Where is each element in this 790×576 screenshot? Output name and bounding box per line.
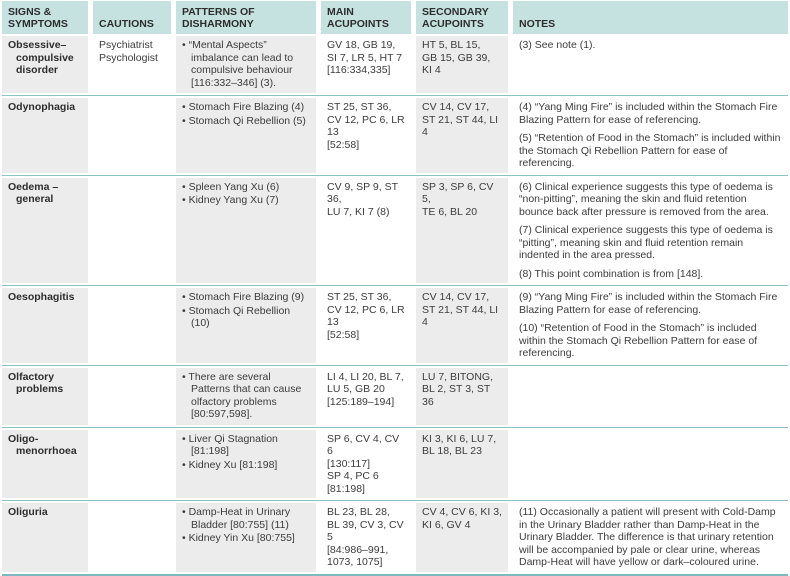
pattern-item: • “Mental Aspects” imbalance can lead to compulsive behaviour [116:332–346] (3). bbox=[182, 39, 294, 89]
main-acupoints-cell bbox=[321, 36, 411, 93]
note-paragraph: (10) “Retention of Food in the Stomach” is included within the Stomach Qi Rebellion Pattern for ease of referencing. bbox=[519, 322, 758, 359]
main-acupoints-line: BL 39, CV 3, CV 5 bbox=[327, 518, 404, 543]
secondary-acupoints-line: SP 3, SP 6, CV 5, bbox=[422, 180, 494, 205]
cautions-cell bbox=[93, 98, 171, 173]
patterns-cell bbox=[176, 288, 316, 363]
column-header bbox=[176, 1, 316, 34]
main-acupoints-line: LI 4, LI 20, BL 7, bbox=[327, 370, 404, 383]
column-header bbox=[321, 1, 411, 34]
pattern-item: • Kidney Yin Xu [80:755] bbox=[182, 532, 295, 544]
pattern-item: • Spleen Yang Xu (6) bbox=[182, 180, 280, 193]
cautions-cell bbox=[93, 430, 171, 499]
note-paragraph: (5) “Retention of Food in the Stomach” is included within the Stomach Qi Rebellion Pattern for ease of referencing. bbox=[519, 132, 781, 169]
caution-line: Psychologist bbox=[99, 51, 158, 64]
notes-cell bbox=[513, 178, 788, 284]
column-header-label: DISHARMONY bbox=[182, 18, 254, 30]
cautions-cell bbox=[93, 503, 171, 572]
notes-cell bbox=[513, 503, 788, 572]
main-acupoints-line: [52:58] bbox=[327, 138, 360, 151]
column-header-label: SECONDARY bbox=[422, 6, 489, 18]
main-acupoints-line: [81:198] bbox=[327, 482, 365, 495]
notes-cell bbox=[513, 430, 788, 499]
main-acupoints-line: SP 4, PC 6 bbox=[327, 470, 379, 482]
secondary-acupoints-line: HT 5, BL 15, bbox=[422, 39, 481, 51]
column-header bbox=[416, 1, 508, 34]
main-acupoints-line: [52:58] bbox=[327, 328, 360, 341]
table-row bbox=[2, 34, 788, 95]
main-acupoints-cell bbox=[321, 98, 411, 173]
sign-cell: Oesophagitis bbox=[2, 288, 88, 363]
column-header-label: NOTES bbox=[519, 18, 556, 30]
main-acupoints-line: CV 9, SP 9, ST 36, bbox=[327, 180, 398, 205]
column-header-label: MAIN bbox=[327, 6, 354, 18]
reference-table bbox=[2, 1, 788, 576]
column-header-label: ACUPOINTS bbox=[422, 18, 484, 30]
main-acupoints-cell bbox=[321, 430, 411, 499]
secondary-acupoints-line: BL 18, BL 23 bbox=[422, 445, 482, 457]
main-acupoints-line: LU 7, KI 7 (8) bbox=[327, 205, 390, 218]
column-header bbox=[513, 1, 788, 34]
main-acupoints-line: CV 12, PC 6, LR 13 bbox=[327, 113, 405, 138]
note-paragraph: (11) Occasionally a patient will present with Cold-Damp in the Urinary Bladder rather than Damp-Heat in the Urinary Bladder. The difference is that urinary retention will be accompanied by pale or clear urine, whereas Damp-Heat will have yellow or dark–coloured urine. bbox=[519, 506, 776, 568]
cautions-cell bbox=[93, 368, 171, 425]
main-acupoints-line: [130:117] bbox=[327, 457, 371, 470]
pattern-item: • Kidney Yang Xu (7) bbox=[182, 194, 279, 206]
cautions-cell bbox=[93, 36, 171, 93]
note-paragraph: (3) See note (1). bbox=[519, 39, 596, 51]
secondary-acupoints-cell bbox=[416, 368, 508, 425]
note-paragraph: (9) “Yang Ming Fire” is included within the Stomach Fire Blazing Pattern for ease of referencing. bbox=[519, 291, 778, 316]
main-acupoints-line: [84:986–991, bbox=[327, 543, 389, 556]
pattern-item: • Stomach Fire Blazing (4) bbox=[182, 101, 305, 113]
table-row bbox=[2, 95, 788, 175]
notes-cell bbox=[513, 288, 788, 363]
sign-cell: Odynophagia bbox=[2, 98, 88, 173]
secondary-acupoints-cell bbox=[416, 36, 508, 93]
secondary-acupoints-line: BL 2, ST 3, ST 36 bbox=[422, 383, 491, 408]
main-acupoints-line: SI 7, LR 5, HT 7 bbox=[327, 51, 403, 64]
main-acupoints-line: 1073, 1075] bbox=[327, 556, 383, 568]
table-row bbox=[2, 285, 788, 365]
sign-cell: Oligo-menorrhoea bbox=[2, 430, 88, 499]
main-acupoints-cell bbox=[321, 503, 411, 572]
table-header bbox=[2, 1, 788, 34]
secondary-acupoints-line: CV 14, CV 17, bbox=[422, 101, 490, 113]
secondary-acupoints-cell bbox=[416, 288, 508, 363]
table-row bbox=[2, 365, 788, 427]
table-row bbox=[2, 427, 788, 501]
main-acupoints-line: CV 12, PC 6, LR 13 bbox=[327, 303, 405, 328]
column-header-label: PATTERNS OF bbox=[182, 6, 255, 18]
main-acupoints-line: [125:189–194] bbox=[327, 395, 395, 408]
sign-cell: Oedema – general bbox=[2, 178, 88, 284]
notes-cell bbox=[513, 36, 788, 93]
column-header-label: SIGNS & bbox=[8, 6, 52, 18]
main-acupoints-line: [116:334,335] bbox=[327, 64, 391, 76]
note-paragraph: (7) Clinical experience suggests this type of oedema is “pitting”, meaning skin and fluid retention remain indented in the area pressed. bbox=[519, 224, 773, 261]
pattern-item: • Liver Qi Stagnation [81:198] bbox=[182, 432, 278, 457]
note-paragraph: (6) Clinical experience suggests this type of oedema is “non-pitting”, meaning the skin and fluid retention bounce back after pressure is removed from the area. bbox=[519, 180, 773, 218]
sign-cell: Olfactory problems bbox=[2, 368, 88, 425]
patterns-cell bbox=[176, 178, 316, 284]
secondary-acupoints-line: CV 4, CV 6, KI 3, bbox=[422, 506, 502, 518]
sign-cell: Oliguria bbox=[2, 503, 88, 572]
main-acupoints-line: ST 25, ST 36, bbox=[327, 291, 392, 303]
column-header bbox=[2, 1, 88, 34]
cautions-cell bbox=[93, 288, 171, 363]
notes-cell bbox=[513, 98, 788, 173]
column-header bbox=[93, 1, 171, 34]
patterns-cell bbox=[176, 368, 316, 425]
caution-line: Psychiatrist bbox=[99, 39, 153, 51]
main-acupoints-line: GV 18, GB 19, bbox=[327, 39, 396, 51]
secondary-acupoints-line: ST 21, ST 44, LI 4 bbox=[422, 113, 499, 138]
pattern-item: • Kidney Xu [81:198] bbox=[182, 458, 278, 471]
secondary-acupoints-line: KI 4 bbox=[422, 64, 441, 76]
patterns-cell bbox=[176, 503, 316, 572]
table-row bbox=[2, 175, 788, 286]
table-body bbox=[2, 34, 788, 574]
main-acupoints-line: LU 5, GB 20 bbox=[327, 383, 385, 395]
secondary-acupoints-line: CV 14, CV 17, bbox=[422, 291, 490, 303]
main-acupoints-cell bbox=[321, 288, 411, 363]
secondary-acupoints-cell bbox=[416, 98, 508, 173]
secondary-acupoints-line: TE 6, BL 20 bbox=[422, 205, 478, 218]
note-paragraph: (4) “Yang Ming Fire” is included within the Stomach Fire Blazing Pattern for ease of referencing. bbox=[519, 101, 778, 126]
secondary-acupoints-line: ST 21, ST 44, LI 4 bbox=[422, 303, 499, 328]
pattern-item: • Stomach Qi Rebellion (5) bbox=[182, 114, 306, 127]
main-acupoints-line: ST 25, ST 36, bbox=[327, 101, 392, 113]
secondary-acupoints-cell bbox=[416, 503, 508, 572]
column-header-label: SYMPTOMS bbox=[8, 18, 68, 30]
pattern-item: • There are several Patterns that can cause olfactory problems [80:597,598]. bbox=[182, 370, 302, 420]
column-header-label: CAUTIONS bbox=[99, 18, 154, 30]
pattern-item: • Stomach Fire Blazing (9) bbox=[182, 291, 305, 303]
cautions-cell bbox=[93, 178, 171, 284]
secondary-acupoints-cell bbox=[416, 178, 508, 284]
column-header-label: ACUPOINTS bbox=[327, 18, 389, 30]
main-acupoints-line: SP 6, CV 4, CV 6 bbox=[327, 432, 400, 457]
table-row bbox=[2, 500, 788, 574]
main-acupoints-line: BL 23, BL 28, bbox=[327, 506, 390, 518]
pattern-item: • Damp-Heat in Urinary Bladder [80:755] (11) bbox=[182, 506, 291, 531]
secondary-acupoints-line: GB 15, GB 39, bbox=[422, 51, 491, 64]
patterns-cell bbox=[176, 36, 316, 93]
patterns-cell bbox=[176, 430, 316, 499]
sign-cell: Obsessive–compulsive disorder bbox=[2, 36, 88, 93]
main-acupoints-cell bbox=[321, 178, 411, 284]
secondary-acupoints-line: LU 7, BITONG, bbox=[422, 370, 493, 383]
main-acupoints-cell bbox=[321, 368, 411, 425]
notes-cell bbox=[513, 368, 788, 425]
secondary-acupoints-line: KI 6, GV 4 bbox=[422, 518, 471, 531]
patterns-cell bbox=[176, 98, 316, 173]
secondary-acupoints-cell bbox=[416, 430, 508, 499]
pattern-item: • Stomach Qi Rebellion (10) bbox=[182, 304, 291, 329]
secondary-acupoints-line: KI 3, KI 6, LU 7, bbox=[422, 432, 497, 445]
note-paragraph: (8) This point combination is from [148]. bbox=[519, 267, 704, 280]
